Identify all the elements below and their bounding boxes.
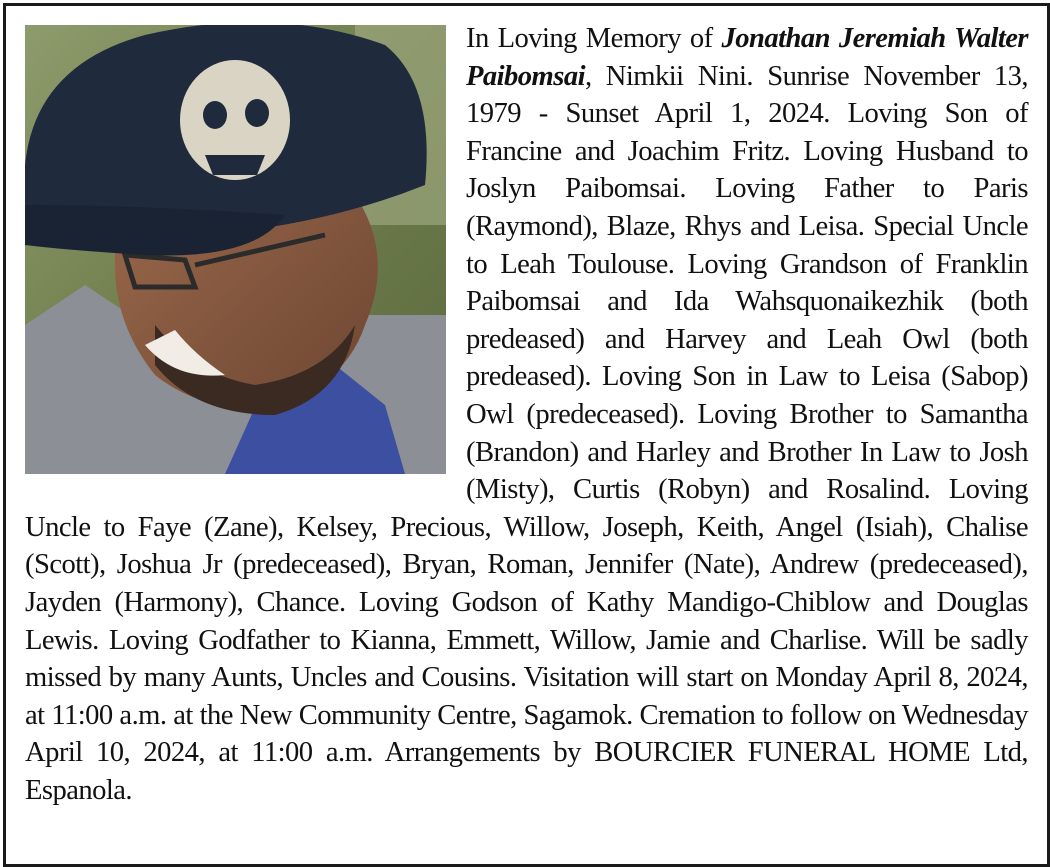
photo-spacer (25, 20, 466, 490)
obituary-text (25, 20, 1028, 809)
deceased-name: Jonathan Jeremiah Walter Paibomsai (466, 23, 1028, 92)
obituary-body: , Nimkii Nini. Sunrise November 13, 1979 - Sunset April 1, 2024. Loving Son of Francine and Joachim Fritz. Loving Husband to Joslyn Paibomsai. Loving Father to Paris (Raymond), Blaze, Rhys and Leisa. Special Uncle to Leah Toulouse. Loving Grandson of Franklin Paibomsai and Ida Wahsquonaikezhik (both predeased) and Harvey and Leah Owl (both predeased). Loving Son in Law to Leisa (Sabop) Owl (predeceased). Loving Brother to Samantha (Brandon) and Harley and Brother In Law to Josh (Misty), Curtis (Robyn) and Rosalind. Loving Uncle to Faye (Zane), Kelsey, Precious, Willow, Joseph, Keith, Angel (Isiah), Chalise (Scott), Joshua Jr (predeceased), Bryan, Roman, Jennifer (Nate), Andrew (predeceased), Jayden (Harmony), Chance. Loving Godson of Kathy Mandigo-Chiblow and Douglas Lewis. Loving Godfather to Kianna, Emmett, Willow, Jamie and Charlise. Will be sadly missed by many Aunts, Uncles and Cousins. Visitation will start on Monday April 8, 2024, at 11:00 a.m. at the New Community Centre, Sagamok. Cremation to follow on Wednesday April 10, 2024, at 11:00 a.m. Arrangements by BOURCIER FUNERAL HOME Ltd, Espanola. (25, 60, 1028, 806)
intro-text: In Loving Memory of (466, 23, 722, 54)
